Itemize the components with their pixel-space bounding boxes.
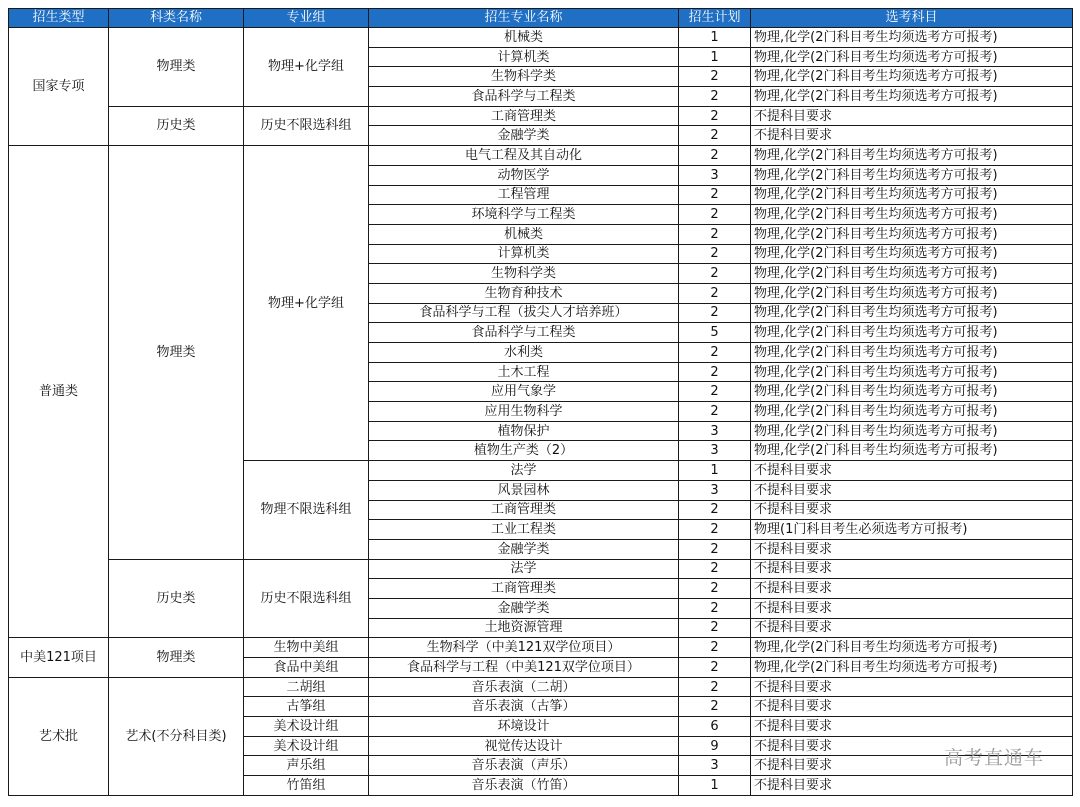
header-admission-type: 招生类型 — [9, 9, 109, 28]
plan-count-cell: 2 — [679, 126, 751, 146]
subject-requirement-cell: 物理,化学(2门科目考生均须选考方可报考) — [751, 224, 1073, 244]
subject-requirement-cell: 物理,化学(2门科目考生均须选考方可报考) — [751, 421, 1073, 441]
subject-requirement-cell: 不提科目要求 — [751, 598, 1073, 618]
subject-requirement-cell: 不提科目要求 — [751, 500, 1073, 520]
plan-count-cell: 2 — [679, 244, 751, 264]
plan-count-cell: 2 — [679, 382, 751, 402]
major-name-cell: 法学 — [369, 461, 679, 481]
subject-requirement-cell: 物理,化学(2门科目考生均须选考方可报考) — [751, 382, 1073, 402]
subject-requirement-cell: 物理,化学(2门科目考生均须选考方可报考) — [751, 146, 1073, 166]
major-name-cell: 食品科学与工程类 — [369, 323, 679, 343]
major-group-cell: 古筝组 — [244, 697, 369, 717]
major-name-cell: 水利类 — [369, 343, 679, 363]
watermark-text: 高考直通车 — [943, 746, 1044, 769]
subject-requirement-cell: 不提科目要求 — [751, 776, 1073, 796]
plan-count-cell: 2 — [679, 539, 751, 559]
major-name-cell: 食品科学与工程（拔尖人才培养班） — [369, 303, 679, 323]
subject-requirement-cell: 物理,化学(2门科目考生均须选考方可报考) — [751, 303, 1073, 323]
subject-requirement-cell: 不提科目要求 — [751, 717, 1073, 737]
subject-requirement-cell: 物理,化学(2门科目考生均须选考方可报考) — [751, 185, 1073, 205]
major-name-cell: 法学 — [369, 559, 679, 579]
admission-type-cell: 艺术批 — [9, 677, 109, 795]
major-name-cell: 计算机类 — [369, 47, 679, 67]
header-category-name: 科类名称 — [109, 9, 244, 28]
subject-requirement-cell: 不提科目要求 — [751, 461, 1073, 481]
table-row — [9, 638, 1073, 658]
header-subject-requirement: 选考科目 — [751, 9, 1073, 28]
major-name-cell: 电气工程及其自动化 — [369, 146, 679, 166]
major-group-cell: 美术设计组 — [244, 736, 369, 756]
subject-requirement-cell: 物理,化学(2门科目考生均须选考方可报考) — [751, 87, 1073, 107]
major-name-cell: 工业工程类 — [369, 520, 679, 540]
plan-count-cell: 2 — [679, 185, 751, 205]
major-name-cell: 音乐表演（古筝） — [369, 697, 679, 717]
plan-count-cell: 2 — [679, 402, 751, 422]
plan-count-cell: 2 — [679, 520, 751, 540]
plan-count-cell: 2 — [679, 677, 751, 697]
subject-requirement-cell: 不提科目要求 — [751, 736, 1073, 756]
plan-count-cell: 2 — [679, 658, 751, 678]
major-group-cell: 物理不限选科组 — [244, 461, 369, 559]
major-name-cell: 环境科学与工程类 — [369, 205, 679, 225]
subject-requirement-cell: 不提科目要求 — [751, 618, 1073, 638]
major-group-cell: 物理+化学组 — [244, 28, 369, 107]
subject-requirement-cell: 物理,化学(2门科目考生均须选考方可报考) — [751, 323, 1073, 343]
category-cell: 物理类 — [109, 146, 244, 559]
plan-count-cell: 2 — [679, 224, 751, 244]
subject-requirement-cell: 物理(1门科目考生必须选考方可报考) — [751, 520, 1073, 540]
major-name-cell: 金融学类 — [369, 598, 679, 618]
plan-count-cell: 2 — [679, 500, 751, 520]
table-row — [9, 146, 1073, 166]
category-cell: 历史类 — [109, 106, 244, 145]
subject-requirement-cell: 物理,化学(2门科目考生均须选考方可报考) — [751, 362, 1073, 382]
plan-count-cell: 2 — [679, 264, 751, 284]
plan-count-cell: 1 — [679, 28, 751, 48]
subject-requirement-cell: 不提科目要求 — [751, 480, 1073, 500]
subject-requirement-cell: 不提科目要求 — [751, 579, 1073, 599]
plan-count-cell: 2 — [679, 697, 751, 717]
major-name-cell: 工商管理类 — [369, 106, 679, 126]
major-name-cell: 风景园林 — [369, 480, 679, 500]
subject-requirement-cell: 不提科目要求 — [751, 539, 1073, 559]
major-name-cell: 环境设计 — [369, 717, 679, 737]
subject-requirement-cell: 物理,化学(2门科目考生均须选考方可报考) — [751, 638, 1073, 658]
major-name-cell: 生物科学类 — [369, 67, 679, 87]
major-group-cell: 声乐组 — [244, 756, 369, 776]
plan-count-cell: 2 — [679, 303, 751, 323]
major-name-cell: 应用生物科学 — [369, 402, 679, 422]
plan-count-cell: 3 — [679, 756, 751, 776]
major-name-cell: 土木工程 — [369, 362, 679, 382]
plan-count-cell: 2 — [679, 146, 751, 166]
major-name-cell: 计算机类 — [369, 244, 679, 264]
subject-requirement-cell: 物理,化学(2门科目考生均须选考方可报考) — [751, 165, 1073, 185]
major-name-cell: 生物育种技术 — [369, 283, 679, 303]
major-group-cell: 历史不限选科组 — [244, 106, 369, 145]
plan-count-cell: 2 — [679, 579, 751, 599]
major-name-cell: 金融学类 — [369, 539, 679, 559]
table-body — [9, 28, 1073, 796]
table-row — [9, 677, 1073, 697]
plan-count-cell: 2 — [679, 87, 751, 107]
major-name-cell: 动物医学 — [369, 165, 679, 185]
major-name-cell: 工程管理 — [369, 185, 679, 205]
subject-requirement-cell: 物理,化学(2门科目考生均须选考方可报考) — [751, 67, 1073, 87]
plan-count-cell: 2 — [679, 67, 751, 87]
major-group-cell: 物理+化学组 — [244, 146, 369, 461]
major-name-cell: 视觉传达设计 — [369, 736, 679, 756]
major-name-cell: 生物科学类 — [369, 264, 679, 284]
major-name-cell: 植物生产类（2） — [369, 441, 679, 461]
table-row — [9, 106, 1073, 126]
plan-count-cell: 1 — [679, 461, 751, 481]
plan-count-cell: 3 — [679, 480, 751, 500]
subject-requirement-cell: 物理,化学(2门科目考生均须选考方可报考) — [751, 658, 1073, 678]
subject-requirement-cell: 不提科目要求 — [751, 756, 1073, 776]
major-name-cell: 工商管理类 — [369, 579, 679, 599]
major-name-cell: 金融学类 — [369, 126, 679, 146]
admission-type-cell: 中美121项目 — [9, 638, 109, 677]
plan-count-cell: 1 — [679, 776, 751, 796]
plan-count-cell: 2 — [679, 205, 751, 225]
table-row — [9, 559, 1073, 579]
major-name-cell: 植物保护 — [369, 421, 679, 441]
table-row — [9, 28, 1073, 48]
category-cell: 艺术(不分科目类) — [109, 677, 244, 795]
major-name-cell: 应用气象学 — [369, 382, 679, 402]
major-name-cell: 机械类 — [369, 28, 679, 48]
subject-requirement-cell: 物理,化学(2门科目考生均须选考方可报考) — [751, 402, 1073, 422]
subject-requirement-cell: 物理,化学(2门科目考生均须选考方可报考) — [751, 343, 1073, 363]
major-name-cell: 工商管理类 — [369, 500, 679, 520]
major-group-cell: 生物中美组 — [244, 638, 369, 658]
subject-requirement-cell: 物理,化学(2门科目考生均须选考方可报考) — [751, 28, 1073, 48]
subject-requirement-cell: 不提科目要求 — [751, 697, 1073, 717]
header-major-group: 专业组 — [244, 9, 369, 28]
plan-count-cell: 3 — [679, 165, 751, 185]
subject-requirement-cell: 物理,化学(2门科目考生均须选考方可报考) — [751, 264, 1073, 284]
category-cell: 物理类 — [109, 638, 244, 677]
subject-requirement-cell: 物理,化学(2门科目考生均须选考方可报考) — [751, 205, 1073, 225]
admission-plan-sheet — [8, 8, 1072, 796]
major-group-cell: 二胡组 — [244, 677, 369, 697]
subject-requirement-cell: 不提科目要求 — [751, 106, 1073, 126]
subject-requirement-cell: 不提科目要求 — [751, 126, 1073, 146]
major-name-cell: 食品科学与工程类 — [369, 87, 679, 107]
plan-count-cell: 9 — [679, 736, 751, 756]
plan-count-cell: 2 — [679, 598, 751, 618]
table-header-row — [9, 9, 1073, 28]
admission-type-cell: 国家专项 — [9, 28, 109, 146]
category-cell: 历史类 — [109, 559, 244, 638]
major-name-cell: 土地资源管理 — [369, 618, 679, 638]
subject-requirement-cell: 物理,化学(2门科目考生均须选考方可报考) — [751, 441, 1073, 461]
plan-count-cell: 6 — [679, 717, 751, 737]
major-group-cell: 历史不限选科组 — [244, 559, 369, 638]
plan-count-cell: 5 — [679, 323, 751, 343]
major-name-cell: 音乐表演（声乐） — [369, 756, 679, 776]
plan-count-cell: 2 — [679, 343, 751, 363]
major-name-cell: 音乐表演（竹笛） — [369, 776, 679, 796]
major-group-cell: 竹笛组 — [244, 776, 369, 796]
plan-count-cell: 1 — [679, 47, 751, 67]
plan-count-cell: 3 — [679, 441, 751, 461]
major-group-cell: 美术设计组 — [244, 717, 369, 737]
plan-count-cell: 2 — [679, 559, 751, 579]
header-major-name: 招生专业名称 — [369, 9, 679, 28]
major-group-cell: 食品中美组 — [244, 658, 369, 678]
plan-count-cell: 3 — [679, 421, 751, 441]
category-cell: 物理类 — [109, 28, 244, 107]
plan-count-cell: 2 — [679, 618, 751, 638]
plan-count-cell: 2 — [679, 106, 751, 126]
subject-requirement-cell: 物理,化学(2门科目考生均须选考方可报考) — [751, 283, 1073, 303]
plan-count-cell: 2 — [679, 638, 751, 658]
admission-type-cell: 普通类 — [9, 146, 109, 638]
major-name-cell: 音乐表演（二胡） — [369, 677, 679, 697]
subject-requirement-cell: 不提科目要求 — [751, 559, 1073, 579]
header-enrollment-plan: 招生计划 — [679, 9, 751, 28]
admission-plan-table — [8, 8, 1073, 796]
major-name-cell: 食品科学与工程（中美121双学位项目） — [369, 658, 679, 678]
major-name-cell: 生物科学（中美121双学位项目） — [369, 638, 679, 658]
subject-requirement-cell: 物理,化学(2门科目考生均须选考方可报考) — [751, 244, 1073, 264]
subject-requirement-cell: 不提科目要求 — [751, 677, 1073, 697]
subject-requirement-cell: 物理,化学(2门科目考生均须选考方可报考) — [751, 47, 1073, 67]
plan-count-cell: 2 — [679, 362, 751, 382]
major-name-cell: 机械类 — [369, 224, 679, 244]
plan-count-cell: 2 — [679, 283, 751, 303]
